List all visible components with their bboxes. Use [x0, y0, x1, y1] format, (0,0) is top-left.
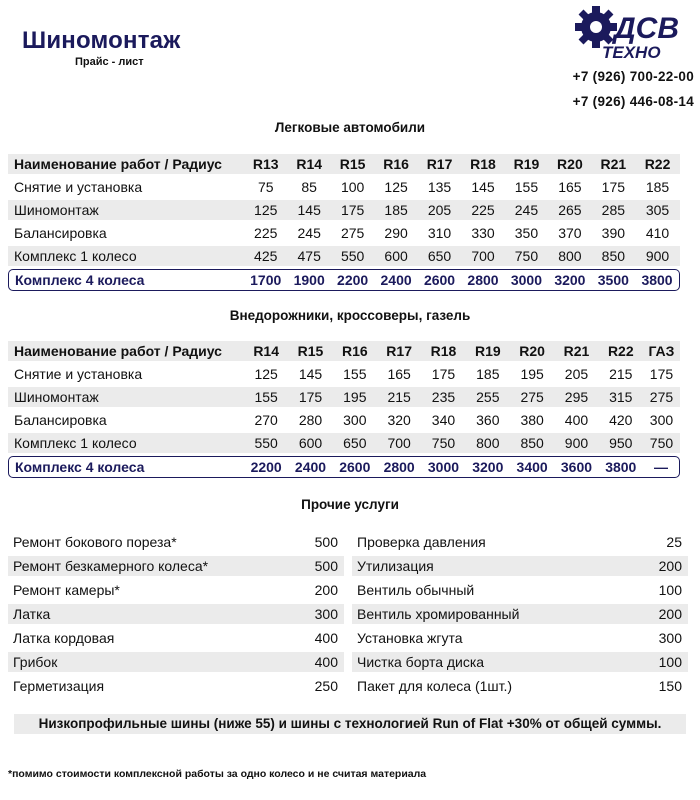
price-cell: 3800	[635, 269, 680, 291]
price-cell: 245	[505, 200, 548, 220]
price-cell: 3400	[510, 456, 554, 478]
suv-price-table	[8, 338, 680, 481]
price-cell: 2200	[244, 456, 288, 478]
price-cell: 100	[340, 179, 365, 195]
price-cell: 185	[476, 366, 500, 382]
service-row	[352, 532, 688, 552]
service-name: Шиномонтаж	[8, 200, 244, 220]
table-header-row	[8, 154, 680, 174]
price-cell: 295	[554, 387, 598, 407]
price-cell: 75	[257, 179, 274, 195]
price-cell: 3600	[554, 456, 598, 478]
column-header: R13	[244, 154, 287, 174]
price-cell: 155	[514, 179, 539, 195]
column-header: R16	[333, 341, 377, 361]
price-cell: 650	[333, 433, 377, 453]
price-cell: 155	[244, 387, 288, 407]
price-cell: 410	[645, 225, 670, 241]
price-cell: 3800	[599, 456, 643, 478]
column-header: R21	[554, 341, 598, 361]
price-cell: 3500	[592, 269, 635, 291]
service-price: 100	[658, 582, 682, 598]
service-price: 200	[314, 582, 338, 598]
price-cell: 370	[558, 225, 582, 241]
price-cell: 2400	[288, 456, 332, 478]
phone-number-1: +7 (926) 700-22-00	[572, 69, 694, 84]
logo-text-bottom: ТЕХНО	[602, 43, 661, 62]
service-name: Установка жгута	[357, 630, 463, 646]
price-cell: 3000	[421, 456, 465, 478]
logo-text-top: ДСВ	[614, 12, 679, 45]
column-header: R19	[505, 154, 548, 174]
price-cell: 330	[471, 225, 495, 241]
column-header: R22	[635, 154, 680, 174]
service-name: Утилизация	[357, 558, 434, 574]
service-name: Ремонт камеры*	[13, 582, 120, 598]
column-header: R20	[510, 341, 554, 361]
price-cell: 135	[427, 179, 452, 195]
service-name: Латка кордовая	[13, 630, 115, 646]
price-cell: 390	[601, 225, 626, 241]
price-cell: 175	[288, 387, 332, 407]
service-name: Балансировка	[14, 225, 107, 241]
service-row	[352, 628, 688, 648]
footnote: *помимо стоимости комплексной работы за одно колесо и не считая материала	[8, 768, 427, 780]
service-row	[352, 652, 688, 672]
column-header-name: Наименование работ / Радиус	[8, 341, 244, 361]
column-header: R18	[421, 341, 465, 361]
price-cell: 550	[331, 246, 374, 266]
price-cell: 800	[466, 433, 510, 453]
service-name: Шиномонтаж	[8, 387, 244, 407]
price-cell: 750	[421, 433, 465, 453]
price-cell: 650	[418, 246, 461, 266]
service-name: Латка	[13, 606, 51, 622]
price-cell: 850	[592, 246, 635, 266]
price-cell: 215	[609, 366, 633, 382]
column-header: R19	[466, 341, 510, 361]
price-cell: 185	[374, 200, 417, 220]
service-row	[8, 676, 344, 696]
price-cell: 205	[564, 366, 589, 382]
service-row	[8, 580, 344, 600]
price-cell: 380	[520, 412, 544, 428]
price-cell: 125	[254, 366, 278, 382]
column-header: R17	[377, 341, 421, 361]
price-cell: 155	[343, 366, 367, 382]
cars-price-table	[8, 151, 680, 294]
service-row	[352, 580, 688, 600]
price-cell: 2800	[461, 269, 504, 291]
service-name: Балансировка	[14, 412, 107, 428]
gear-icon	[575, 6, 617, 48]
table-header-row	[8, 341, 680, 361]
price-cell: 195	[520, 366, 544, 382]
service-price: 150	[658, 678, 682, 694]
price-cell: 700	[461, 246, 504, 266]
service-name: Вентиль обычный	[357, 582, 475, 598]
service-price: 400	[314, 654, 338, 670]
table-row	[8, 387, 680, 407]
price-cell: 235	[421, 387, 465, 407]
price-cell: 175	[431, 366, 456, 382]
price-cell: 320	[387, 412, 411, 428]
service-name: Проверка давления	[357, 534, 486, 550]
price-cell: 600	[288, 433, 332, 453]
price-cell: 185	[645, 179, 670, 195]
column-header: R14	[287, 154, 330, 174]
price-cell: 205	[418, 200, 461, 220]
price-cell: 290	[384, 225, 408, 241]
service-row	[8, 532, 344, 552]
total-row	[8, 456, 680, 478]
suv-section-heading: Внедорожники, кроссоверы, газель	[229, 308, 471, 323]
price-cell: 800	[548, 246, 591, 266]
price-cell: 420	[609, 412, 633, 428]
service-name: Ремонт бокового пореза*	[13, 534, 177, 550]
service-price: 100	[658, 654, 682, 670]
price-cell: 145	[471, 179, 495, 195]
service-price: 25	[666, 534, 682, 550]
price-cell: 225	[461, 200, 504, 220]
price-cell: 750	[505, 246, 548, 266]
service-price: 200	[658, 606, 682, 622]
price-cell: 850	[510, 433, 554, 453]
price-cell: 2800	[377, 456, 421, 478]
page-subtitle: Прайс - лист	[75, 56, 144, 68]
column-header: R22	[599, 341, 643, 361]
price-cell: 2400	[374, 269, 417, 291]
table-row	[8, 246, 680, 266]
price-cell: 265	[548, 200, 591, 220]
price-cell: 360	[476, 412, 500, 428]
price-cell: 245	[297, 225, 321, 241]
service-name: Комплекс 1 колесо	[8, 433, 244, 453]
price-cell: 900	[554, 433, 598, 453]
column-header: R15	[288, 341, 332, 361]
price-cell: 125	[384, 179, 408, 195]
price-cell: 165	[387, 366, 411, 382]
cars-section-heading: Легковые автомобили	[274, 120, 426, 135]
service-row	[352, 604, 688, 624]
price-cell: 3000	[505, 269, 548, 291]
column-header: R14	[244, 341, 288, 361]
price-cell: 165	[558, 179, 582, 195]
service-name: Ремонт безкамерного колеса*	[13, 558, 209, 574]
column-header: R17	[418, 154, 461, 174]
price-cell: —	[643, 456, 680, 478]
price-cell: 145	[287, 200, 330, 220]
service-price: 300	[314, 606, 338, 622]
service-row	[8, 628, 344, 648]
table-row	[8, 177, 680, 197]
price-cell: 125	[244, 200, 287, 220]
price-cell: 1700	[244, 269, 287, 291]
service-row	[352, 676, 688, 696]
price-cell: 305	[635, 200, 680, 220]
table-row	[8, 410, 680, 430]
price-cell: 950	[599, 433, 643, 453]
price-cell: 900	[635, 246, 680, 266]
price-cell: 600	[374, 246, 417, 266]
service-price: 250	[314, 678, 338, 694]
price-cell: 350	[514, 225, 539, 241]
service-name: Снятие и установка	[14, 179, 143, 195]
service-row	[8, 652, 344, 672]
service-row	[8, 556, 344, 576]
service-row	[8, 604, 344, 624]
price-cell: 315	[599, 387, 643, 407]
service-price: 400	[314, 630, 338, 646]
price-cell: 2200	[331, 269, 374, 291]
price-cell: 275	[510, 387, 554, 407]
price-cell: 310	[427, 225, 452, 241]
price-cell: 3200	[548, 269, 591, 291]
price-cell: 175	[331, 200, 374, 220]
other-services-heading: Прочие услуги	[301, 497, 399, 512]
table-row	[8, 223, 680, 243]
price-cell: 2600	[418, 269, 461, 291]
service-name: Комплекс 4 колеса	[8, 269, 244, 291]
price-cell: 275	[340, 225, 365, 241]
table-row	[8, 200, 680, 220]
service-name: Пакет для колеса (1шт.)	[357, 678, 513, 694]
price-cell: 300	[649, 412, 674, 428]
price-cell: 340	[431, 412, 456, 428]
price-cell: 85	[301, 179, 317, 195]
service-name: Грибок	[13, 654, 58, 670]
price-cell: 275	[643, 387, 680, 407]
low-profile-note: Низкопрофильные шины (ниже 55) и шины с технологией Run of Flat +30% от общей суммы.	[14, 714, 686, 734]
price-cell: 550	[244, 433, 288, 453]
column-header-name: Наименование работ / Радиус	[8, 154, 244, 174]
price-cell: 400	[564, 412, 589, 428]
service-name: Вентиль хромированный	[357, 606, 520, 622]
price-cell: 2600	[333, 456, 377, 478]
column-header: R16	[374, 154, 417, 174]
price-cell: 475	[287, 246, 330, 266]
service-price: 300	[658, 630, 682, 646]
brand-logo	[572, 4, 692, 62]
service-price: 200	[658, 558, 682, 574]
column-header: R18	[461, 154, 504, 174]
price-cell: 285	[592, 200, 635, 220]
table-row	[8, 364, 680, 384]
service-price: 500	[314, 558, 338, 574]
column-header: R21	[592, 154, 635, 174]
price-cell: 1900	[287, 269, 330, 291]
price-cell: 255	[466, 387, 510, 407]
service-price: 500	[314, 534, 338, 550]
service-name: Герметизация	[13, 678, 105, 694]
phone-number-2: +7 (926) 446-08-14	[572, 94, 694, 109]
price-cell: 280	[298, 412, 323, 428]
service-name: Чистка борта диска	[357, 654, 485, 670]
price-cell: 175	[601, 179, 626, 195]
price-cell: 3200	[466, 456, 510, 478]
column-header: R15	[331, 154, 374, 174]
price-cell: 750	[643, 433, 680, 453]
table-row	[8, 433, 680, 453]
total-row	[8, 269, 680, 291]
column-header: ГАЗ	[643, 341, 680, 361]
price-cell: 195	[333, 387, 377, 407]
price-cell: 300	[343, 412, 367, 428]
service-name: Комплекс 1 колесо	[8, 246, 244, 266]
page-title: Шиномонтаж	[22, 27, 181, 54]
price-cell: 700	[377, 433, 421, 453]
price-cell: 225	[254, 225, 278, 241]
service-row	[352, 556, 688, 576]
price-cell: 425	[244, 246, 287, 266]
price-cell: 270	[254, 412, 278, 428]
service-name: Комплекс 4 колеса	[8, 456, 244, 478]
service-name: Снятие и установка	[14, 366, 143, 382]
price-cell: 215	[377, 387, 421, 407]
price-cell: 175	[649, 366, 674, 382]
column-header: R20	[548, 154, 591, 174]
price-cell: 145	[298, 366, 323, 382]
